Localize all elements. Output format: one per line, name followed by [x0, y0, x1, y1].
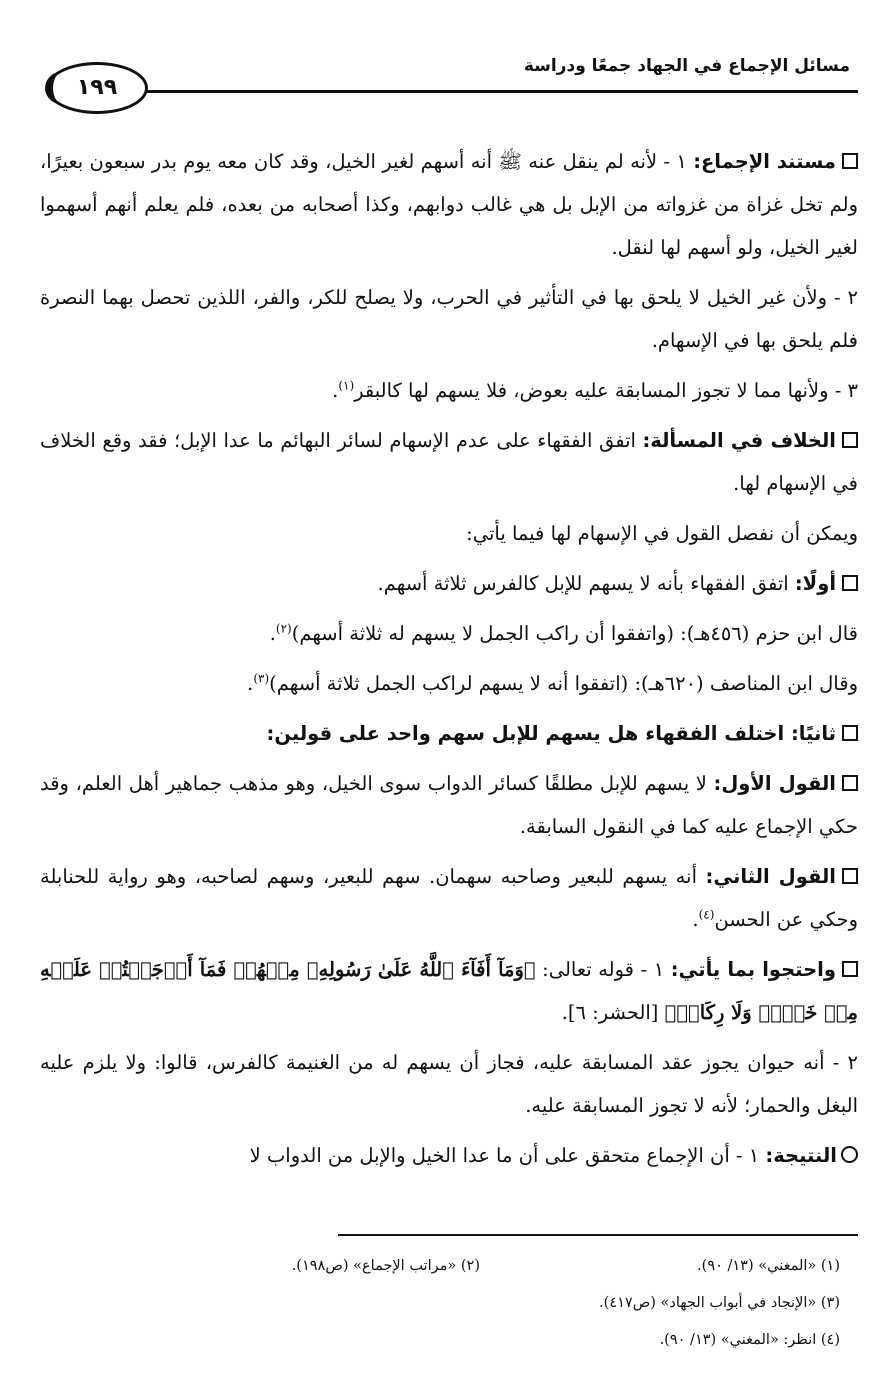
- paragraph-first-opinion: [40, 762, 858, 848]
- paragraph-point-2: [40, 276, 858, 362]
- paragraph-text: ١ - قوله تعالى:: [535, 958, 671, 981]
- footnote-ref: (٢): [275, 621, 292, 636]
- square-bullet-icon: [842, 775, 858, 791]
- footnote-ref: (١): [338, 378, 355, 393]
- paragraph-arguments: [40, 948, 858, 1034]
- footnote-3: (٣) «الإنجاد في أبواب الجهاد» (ص٤١٧).: [599, 1295, 840, 1311]
- paragraph-text: اتفق الفقهاء على عدم الإسهام لسائر البهائم ما عدا الإبل؛ فقد وقع الخلاف في الإسهام لها.: [40, 429, 858, 495]
- footnote-1: (١) «المغني» (١٣/ ٩٠).: [697, 1258, 840, 1274]
- page-number: ١٩٩: [46, 62, 148, 114]
- paragraph-text: أنه يسهم للبعير وصاحبه سهمان. سهم للبعير، وسهم لصاحبه، وهو رواية للحنابلة وحكي عن الحسن: [40, 865, 858, 931]
- square-bullet-icon: [842, 725, 858, 741]
- paragraph-text: ٢ - ولأن غير الخيل لا يلحق بها في التأثير في الحرب، ولا يصلح للكر، والفر، اللذين تحصل بهما النصرة فلم يلحق بها في الإسهام.: [40, 286, 858, 352]
- paragraph-text: ١ - أن الإجماع متحقق على أن ما عدا الخيل والإبل من الدواب لا: [249, 1144, 766, 1167]
- heading-second-opinion: القول الثاني:: [705, 865, 836, 888]
- header-rule: [120, 90, 858, 93]
- square-bullet-icon: [842, 153, 858, 169]
- footnote-2: (٢) «مراتب الإجماع» (ص١٩٨).: [291, 1258, 480, 1274]
- footnotes: [40, 1248, 840, 1359]
- paragraph-ibn-almunasif: وقال ابن المناصف (٦٢٠هـ): (اتفقوا أنه لا يسهم لراكب الجمل ثلاثة أسهم)$^{(٣)}$.: [247, 671, 858, 695]
- heading-disagreement: الخلاف في المسألة:: [642, 429, 836, 452]
- heading-first-opinion: القول الأول:: [713, 772, 836, 795]
- paragraph-text: لا يسهم للإبل مطلقًا كسائر الدواب سوى الخيل، وهو مذهب جماهير أهل العلم، وقد حكي الإجماع عليه كما في النقول السابقة.: [40, 772, 858, 838]
- circle-bullet-icon: [841, 1146, 858, 1163]
- paragraph-text: اتفق الفقهاء بأنه لا يسهم للإبل كالفرس ثلاثة أسهم.: [377, 572, 795, 595]
- main-text: [40, 140, 858, 1184]
- paragraph-evidence: [40, 140, 858, 269]
- quran-verse: ﴿وَمَآ أَفَآءَ ٱللَّهُ عَلَىٰ رَسُولِهِۦ مِنۡهُمۡ فَمَآ أَوۡجَفۡتُمۡ عَلَيۡهِ مِنۡ خَيۡلٖ وَلَا رِكَابٖ﴾: [40, 958, 858, 1024]
- square-bullet-icon: [842, 961, 858, 977]
- paragraph-point-2b: [40, 1041, 858, 1127]
- paragraph-text: وقال ابن المناصف (٦٢٠هـ): (اتفقوا أنه لا يسهم لراكب الجمل ثلاثة أسهم): [269, 672, 858, 695]
- square-bullet-icon: [842, 868, 858, 884]
- paragraph-ibn-hazm: قال ابن حزم (٤٥٦هـ): (واتفقوا أن راكب الجمل لا يسهم له ثلاثة أسهم)$^{(٢)}$.: [269, 621, 858, 645]
- paragraph-text: ويمكن أن نفصل القول في الإسهام لها فيما يأتي:: [466, 522, 858, 545]
- paragraph-second: [40, 712, 858, 755]
- paragraph-text: ١ - لأنه لم ينقل عنه ﷺ أنه أسهم لغير الخيل، وقد كان معه يوم بدر سبعون بعيرًا، ولم تخل غزاة من غزواته من الإبل بل هي غالب دوابهم، وكذا أصحابه من بعده، فلم يعلم أنهم أسهموا لغير الخيل، ولو أسهم لها لنقل.: [40, 150, 858, 259]
- footnote-row: [40, 1248, 840, 1285]
- footnote-separator: [338, 1234, 858, 1236]
- footnote-ref: (٣): [253, 671, 270, 686]
- paragraph-result: [40, 1134, 858, 1177]
- heading-second: ثانيًا: اختلف الفقهاء هل يسهم للإبل سهم واحد على قولين:: [266, 722, 836, 745]
- running-title: مسائل الإجماع في الجهاد جمعًا ودراسة: [523, 56, 850, 76]
- footnote-ref: (٤): [698, 907, 715, 922]
- heading-evidence: مستند الإجماع:: [693, 150, 836, 173]
- paragraph-text: ٢ - أنه حيوان يجوز عقد المسابقة عليه، فجاز أن يسهم له من الغنيمة كالفرس، قالوا: ولا يلزم عليه البغل والحمار؛ لأنه لا تجوز المسابقة عليه.: [40, 1051, 858, 1117]
- heading-result: النتيجة:: [765, 1144, 837, 1167]
- paragraph-text: قال ابن حزم (٤٥٦هـ): (واتفقوا أن راكب الجمل لا يسهم له ثلاثة أسهم): [291, 622, 858, 645]
- verse-citation: [الحشر: ٦].: [561, 1001, 665, 1024]
- square-bullet-icon: [842, 575, 858, 591]
- paragraph-disagreement: [40, 419, 858, 505]
- paragraph-intro: [40, 512, 858, 555]
- paragraph-first: [40, 562, 858, 605]
- heading-first: أولًا:: [794, 572, 836, 595]
- footnote-4: (٤) انظر: «المغني» (١٣/ ٩٠).: [659, 1332, 840, 1348]
- paragraph-second-opinion: القول الثاني: أنه يسهم للبعير وصاحبه سهمان. سهم للبعير، وسهم لصاحبه، وهو رواية للحنابلة وحكي عن الحسن$^{(٤)}$.: [40, 865, 858, 931]
- paragraph-point-3: ٣ - ولأنها مما لا تجوز المسابقة عليه بعوض، فلا يسهم لها كالبقر$^{(١)}$.: [332, 378, 858, 402]
- heading-arguments: واحتجوا بما يأتي:: [670, 958, 836, 981]
- page-header: [40, 50, 858, 110]
- paragraph-text: ٣ - ولأنها مما لا تجوز المسابقة عليه بعوض، فلا يسهم لها كالبقر: [354, 379, 858, 402]
- square-bullet-icon: [842, 432, 858, 448]
